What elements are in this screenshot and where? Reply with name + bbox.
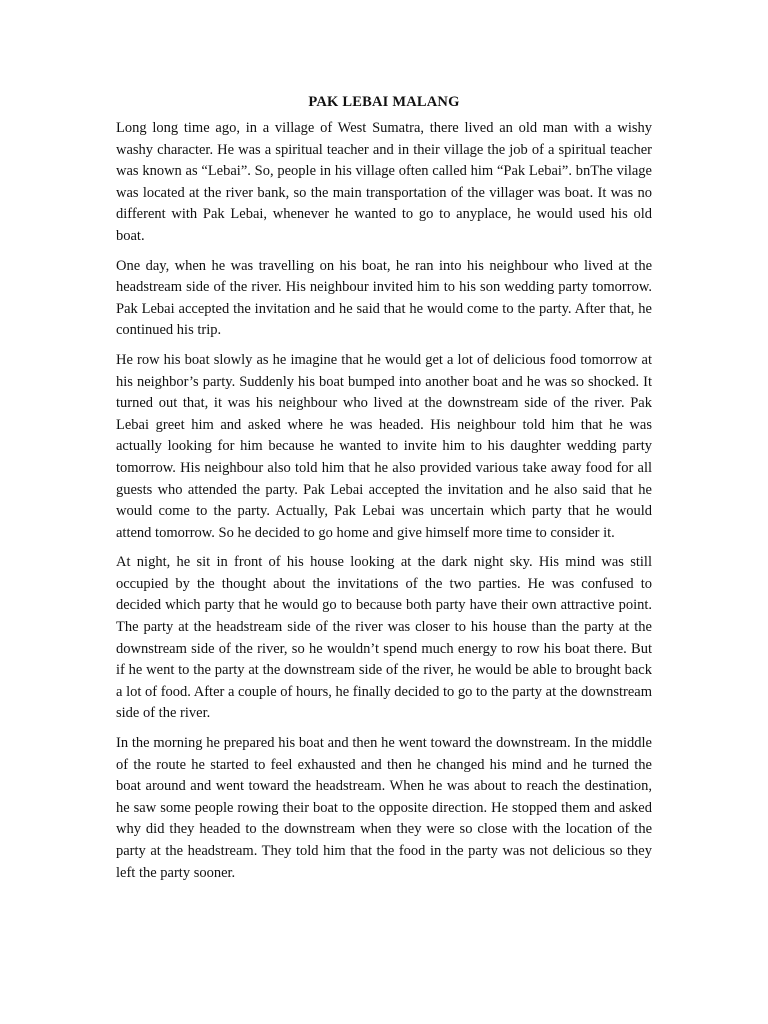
paragraph-3: He row his boat slowly as he imagine that he would get a lot of delicious food tomorrow at his neighbor’s party. Suddenly his boat bumped into another boat and he was so shocked. It turned out that, it was his neighbour who lived at the downstream side of the river. Pak Lebai greet him and asked where he was headed. His neighbour told him that he was actually looking for him because he wanted to invite him to his daughter wedding party tomorrow. His neighbour also told him that he also provided various take away food for all guests who attended the party. Pak Lebai accepted the invitation and he also said that he would come to the party. Actually, Pak Lebai was uncertain which party that he would attend tomorrow. So he decided to go home and give himself more time to consider it. xyxy=(116,351,652,541)
document-title: PAK LEBAI MALANG xyxy=(308,94,460,110)
paragraph-2: One day, when he was travelling on his boat, he ran into his neighbour who lived at the headstream side of the river. His neighbour invited him to his son wedding party tomorrow. Pak Lebai accepted the invitation and he said that he would come to the party. After that, he continued his trip. xyxy=(116,257,652,339)
document-page xyxy=(116,92,652,892)
paragraph-4: At night, he sit in front of his house looking at the dark night sky. His mind was still occupied by the thought about the invitations of the two parties. He was confused to decided which party that he would go to because both party have their own attractive point. The party at the headstream side of the river was closer to his house than the party at the downstream side of the river, so he wouldn’t spend much energy to row his boat there. But if he went to the party at the downstream side of the river, he would be able to brought back a lot of food. After a couple of hours, he finally decided to go to the party at the downstream side of the river. xyxy=(116,554,652,722)
paragraph-5: In the morning he prepared his boat and then he went toward the downstream. In the middle of the route he started to feel exhausted and then he changed his mind and he turned the boat around and went toward the headstream. When he was about to reach the destination, he saw some people rowing their boat to the opposite direction. He stopped them and asked why did they headed to the downstream when they were so close with the location of the party at the headstream. They told him that the food in the party was not delicious so they left the party sooner. xyxy=(116,735,652,881)
paragraph-1: Long long time ago, in a village of West Sumatra, there lived an old man with a wishy washy character. He was a spiritual teacher and in their village the job of a spiritual teacher was known as “Lebai”. So, people in his village often called him “Pak Lebai”. bnThe vilage was located at the river bank, so the main transportation of the villager was boat. It was no different with Pak Lebai, whenever he wanted to go to anyplace, he would used his old boat. xyxy=(116,120,652,244)
